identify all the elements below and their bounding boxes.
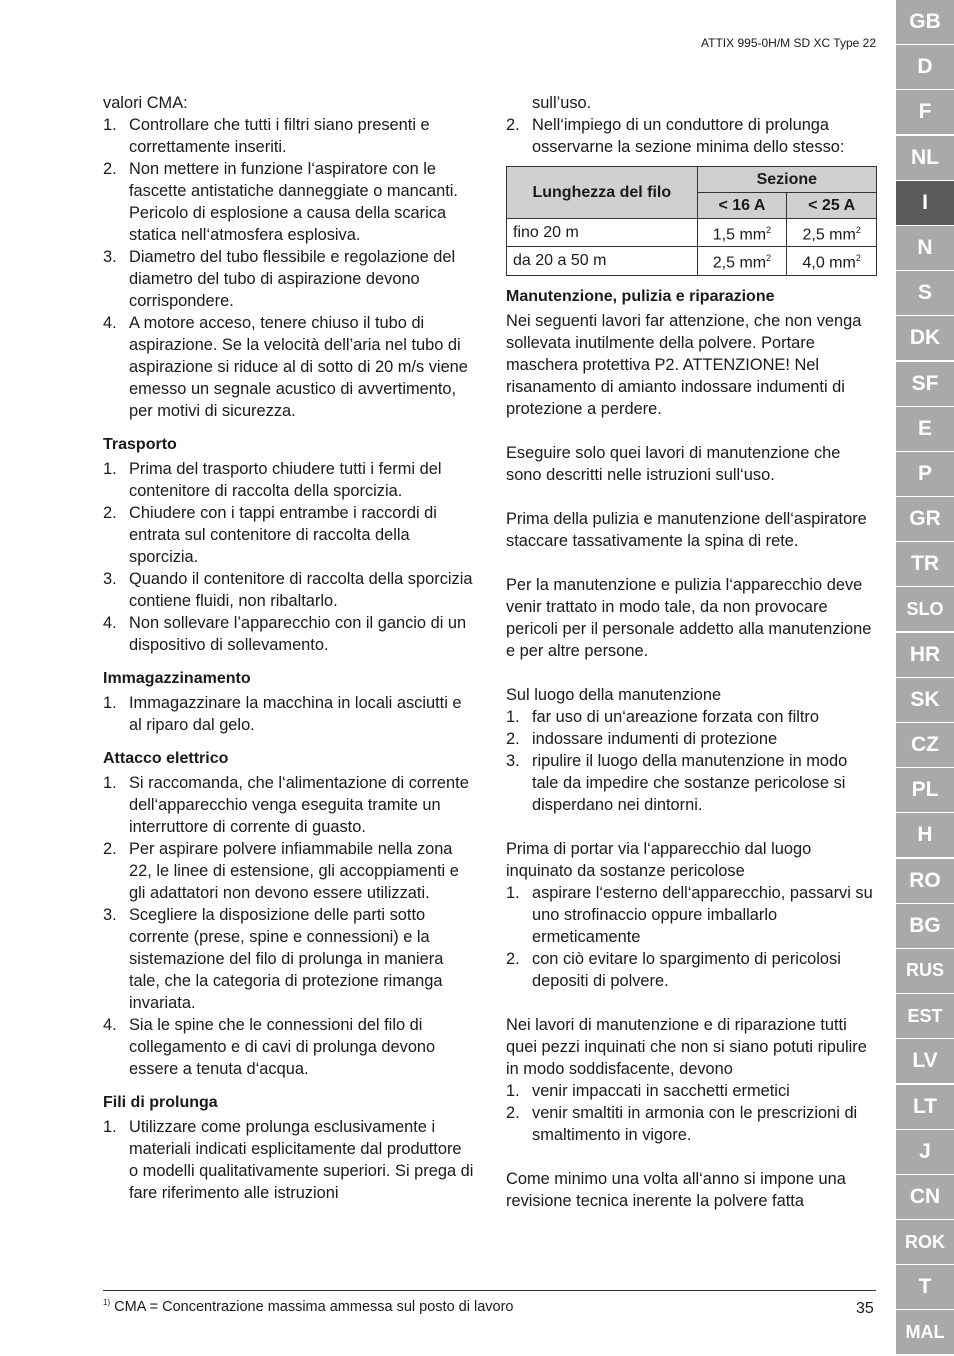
right-column xyxy=(506,92,878,1212)
list-item xyxy=(506,1080,878,1102)
language-tab-sf[interactable]: SF xyxy=(896,362,954,406)
list-item xyxy=(103,612,475,656)
list-text: Quando il contenitore di raccolta della sporcizia contiene fluidi, non ribaltarlo. xyxy=(129,570,473,610)
table-cell: 2,5 $mm^2$ xyxy=(787,219,877,247)
list-number: 1. xyxy=(103,694,117,712)
manutenzione-list xyxy=(506,706,878,816)
list-number: 3. xyxy=(506,751,520,770)
list-text: Chiudere con i tappi entrambe i raccordi di entrata sul contenitore di raccolta della sporcizia. xyxy=(129,504,437,566)
language-tab-lv[interactable]: LV xyxy=(896,1039,954,1083)
table-header-lunghezza: Lunghezza del filo xyxy=(507,167,698,219)
list-number: 2. xyxy=(103,840,117,858)
language-tab-rus[interactable]: RUS xyxy=(896,949,954,993)
list-number: 2. xyxy=(506,1103,520,1122)
document-header: ATTIX 995-0H/M SD XC Type 22 xyxy=(701,36,876,50)
language-tab-s[interactable]: S xyxy=(896,271,954,315)
language-tab-p[interactable]: P xyxy=(896,452,954,496)
list-text: ripulire il luogo della manutenzione in modo tale da impedire che sostanze pericolose si disperdano nei dintorni. xyxy=(532,751,848,814)
language-tab-bg[interactable]: BG xyxy=(896,904,954,948)
language-tab-n[interactable]: N xyxy=(896,226,954,270)
paragraph: Sul luogo della manutenzione xyxy=(506,685,722,704)
table-cell: da 20 a 50 m xyxy=(507,247,698,275)
list-number: 2. xyxy=(506,949,520,968)
list-item-continued xyxy=(506,92,878,114)
language-tab-ro[interactable]: RO xyxy=(896,859,954,903)
list-text: Nell‘impiego di un conduttore di prolunga osservarne la sezione minima dello stesso: xyxy=(532,116,845,156)
list-number: 2. xyxy=(103,504,117,522)
language-tab-hr[interactable]: HR xyxy=(896,633,954,677)
list-item xyxy=(103,692,475,736)
list-number: 2. xyxy=(103,160,117,178)
list-text: Utilizzare come prolunga esclusivamente i materiali indicati esplicitamente dal produttore o modelli qualitativamente superiori. Si prega di fare riferimento alle istruzioni xyxy=(129,1118,474,1202)
list-number: 2. xyxy=(506,729,520,748)
list-text: aspirare l‘esterno dell‘apparecchio, passarvi su uno strofinaccio oppure imballarlo ermeticamente xyxy=(532,883,873,946)
list-number: 3. xyxy=(103,570,117,588)
list-item xyxy=(103,1014,475,1080)
list-number: 1. xyxy=(103,460,117,478)
list-text: far uso di un‘areazione forzata con filtro xyxy=(532,707,819,726)
list-number: 1. xyxy=(103,774,117,792)
list-item xyxy=(506,882,878,948)
list-item xyxy=(103,312,475,422)
list-item xyxy=(506,1102,878,1146)
list-number: 2. xyxy=(506,116,520,134)
list-text: con ciò evitare lo spargimento di pericolosi depositi di polvere. xyxy=(532,949,841,990)
table-header-sezione: Sezione xyxy=(697,167,876,193)
list-item xyxy=(103,246,475,312)
table-row xyxy=(507,219,877,247)
cable-section-table xyxy=(506,166,877,276)
list-number: 1. xyxy=(506,1081,520,1100)
language-tab-lt[interactable]: LT xyxy=(896,1085,954,1129)
cma-list xyxy=(103,114,475,422)
paragraph: Eseguire solo quei lavori di manutenzione che sono descritti nelle istruzioni sull‘uso. xyxy=(506,443,841,484)
language-tab-mal[interactable]: MAL xyxy=(896,1310,954,1354)
fili-list xyxy=(103,1116,475,1204)
list-number: 4. xyxy=(103,614,117,632)
list-item xyxy=(103,772,475,838)
list-text: Controllare che tutti i filtri siano presenti e correttamente inseriti. xyxy=(129,116,430,156)
list-item xyxy=(506,706,878,728)
language-tab-est[interactable]: EST xyxy=(896,994,954,1038)
list-text: Diametro del tubo flessibile e regolazione del diametro del tubo di aspirazione devono corrispondere. xyxy=(129,248,456,310)
list-text: Scegliere la disposizione delle parti sotto corrente (prese, spine e connessioni) e la sistemazione del filo di prolunga in maniera tale, che la categoria di protezione rimanga invariata. xyxy=(129,906,444,1012)
list-number: 4. xyxy=(103,1016,117,1034)
list-text: Immagazzinare la macchina in locali asciutti e al riparo dal gelo. xyxy=(129,694,462,734)
table-row xyxy=(507,247,877,275)
heading-manutenzione: Manutenzione, pulizia e riparazione xyxy=(506,287,775,305)
paragraph: Prima di portar via l‘apparecchio dal luogo inquinato da sostanze pericolose xyxy=(506,839,812,880)
paragraph: Come minimo una volta all‘anno si impone una revisione tecnica inerente la polvere fatta xyxy=(506,1169,846,1210)
smaltimento-list xyxy=(506,1080,878,1146)
language-tab-gr[interactable]: GR xyxy=(896,497,954,541)
language-tab-f[interactable]: F xyxy=(896,90,954,134)
list-text: Non mettere in funzione l‘aspiratore con le fascette antistatiche danneggiate o mancanti. Pericolo di esplosione a causa della scarica statica nell‘atmosfera esplosiva. xyxy=(129,160,458,244)
list-number: 3. xyxy=(103,248,117,266)
language-tab-nl[interactable]: NL xyxy=(896,136,954,180)
list-item xyxy=(103,904,475,1014)
list-text: venir smaltiti in armonia con le prescrizioni di smaltimento in vigore. xyxy=(532,1103,858,1144)
list-item xyxy=(506,114,878,158)
list-number: 1. xyxy=(103,116,117,134)
attacco-list xyxy=(103,772,475,1080)
language-tab-sk[interactable]: SK xyxy=(896,678,954,722)
language-tab-rok[interactable]: ROK xyxy=(896,1220,954,1264)
list-item xyxy=(103,502,475,568)
list-number: 4. xyxy=(103,314,117,332)
language-tab-cn[interactable]: CN xyxy=(896,1175,954,1219)
immagazzinamento-list xyxy=(103,692,475,736)
table-cell: 1,5 $mm^2$ xyxy=(697,219,787,247)
language-tab-h[interactable]: H xyxy=(896,813,954,857)
list-text: A motore acceso, tenere chiuso il tubo di aspirazione. Se la velocità dell’aria nel tubo di aspirazione si riduce al di sotto di 20 m/s viene emesso un segnale acustico di avvertimento, per motivi di sicurezza. xyxy=(129,314,468,420)
list-item xyxy=(103,568,475,612)
paragraph: Nei seguenti lavori far attenzione, che non venga sollevata inutilmente della polvere. Portare maschera protettiva P2. ATTENZIONE! Nel risanamento di amianto indossare indumenti di protezione a perdere. xyxy=(506,311,862,418)
footnote-mark: 1) xyxy=(103,1298,111,1307)
language-tab-tr[interactable]: TR xyxy=(896,542,954,586)
list-item xyxy=(506,728,878,750)
table-cell: fino 20 m xyxy=(507,219,698,247)
table-header-16a: < 16 A xyxy=(697,193,787,219)
table-header-25a: < 25 A xyxy=(787,193,877,219)
language-tab-gb[interactable]: GB xyxy=(896,0,954,44)
fili-list-continued xyxy=(506,92,878,158)
language-tabs xyxy=(896,0,954,1356)
list-text: Sia le spine che le connessioni del filo di collegamento e di cavi di prolunga devono essere a tenuta d‘acqua. xyxy=(129,1016,436,1078)
paragraph: Per la manutenzione e pulizia l‘apparecchio deve venir trattato in modo tale, da non provocare pericoli per il personale addetto alla manutenzione e per altre persone. xyxy=(506,575,872,660)
language-tab-t[interactable]: T xyxy=(896,1265,954,1309)
intro-text: valori CMA: xyxy=(103,94,188,112)
trasporto-list xyxy=(103,458,475,656)
list-number: 1. xyxy=(506,883,520,902)
language-tab-dk[interactable]: DK xyxy=(896,316,954,360)
page-number: 35 xyxy=(856,1300,874,1317)
list-text: Prima del trasporto chiudere tutti i fermi del contenitore di raccolta della sporcizia. xyxy=(129,460,442,500)
heading-attacco-elettrico: Attacco elettrico xyxy=(103,750,229,767)
footnote-text: CMA = Concentrazione massima ammessa sul posto di lavoro xyxy=(114,1298,514,1315)
language-tab-e[interactable]: E xyxy=(896,407,954,451)
list-text: venir impaccati in sacchetti ermetici xyxy=(532,1081,790,1100)
list-item xyxy=(103,114,475,158)
language-tab-pl[interactable]: PL xyxy=(896,768,954,812)
language-tab-slo[interactable]: SLO xyxy=(896,587,954,631)
left-column xyxy=(103,92,475,1204)
list-item xyxy=(103,1116,475,1204)
paragraph: Nei lavori di manutenzione e di riparazione tutti quei pezzi inquinati che non si siano potuti ripulire in modo soddisfacente, devono xyxy=(506,1015,867,1078)
language-tab-i[interactable]: I xyxy=(896,181,954,225)
language-tab-d[interactable]: D xyxy=(896,45,954,89)
list-item xyxy=(103,838,475,904)
list-number: 1. xyxy=(506,707,520,726)
list-item xyxy=(103,458,475,502)
language-tab-cz[interactable]: CZ xyxy=(896,723,954,767)
heading-fili-di-prolunga: Fili di prolunga xyxy=(103,1094,218,1111)
language-tab-j[interactable]: J xyxy=(896,1130,954,1174)
list-text: indossare indumenti di protezione xyxy=(532,729,778,748)
heading-immagazzinamento: Immagazzinamento xyxy=(103,670,251,687)
table-cell: 2,5 $mm^2$ xyxy=(697,247,787,275)
list-text: sull’uso. xyxy=(532,94,592,112)
footnote-divider xyxy=(103,1290,876,1291)
list-item xyxy=(506,948,878,992)
heading-trasporto: Trasporto xyxy=(103,436,177,453)
list-text: Non sollevare l’apparecchio con il gancio di un dispositivo di sollevamento. xyxy=(129,614,467,654)
table-cell: 4,0 $mm^2$ xyxy=(787,247,877,275)
list-number: 3. xyxy=(103,906,117,924)
list-item xyxy=(103,158,475,246)
list-text: Per aspirare polvere infiammabile nella zona 22, le linee di estensione, gli accoppiamenti e gli adattatori non devono essere utilizzati. xyxy=(129,840,459,902)
list-item xyxy=(506,750,878,816)
paragraph: Prima della pulizia e manutenzione dell‘aspiratore staccare tassativamente la spina di rete. xyxy=(506,509,867,550)
list-number: 1. xyxy=(103,1118,117,1136)
footnote xyxy=(103,1298,513,1315)
trasporto-pericolose-list xyxy=(506,882,878,992)
list-text: Si raccomanda, che l‘alimentazione di corrente dell‘apparecchio venga eseguita tramite un interruttore di corrente di guasto. xyxy=(129,774,469,836)
